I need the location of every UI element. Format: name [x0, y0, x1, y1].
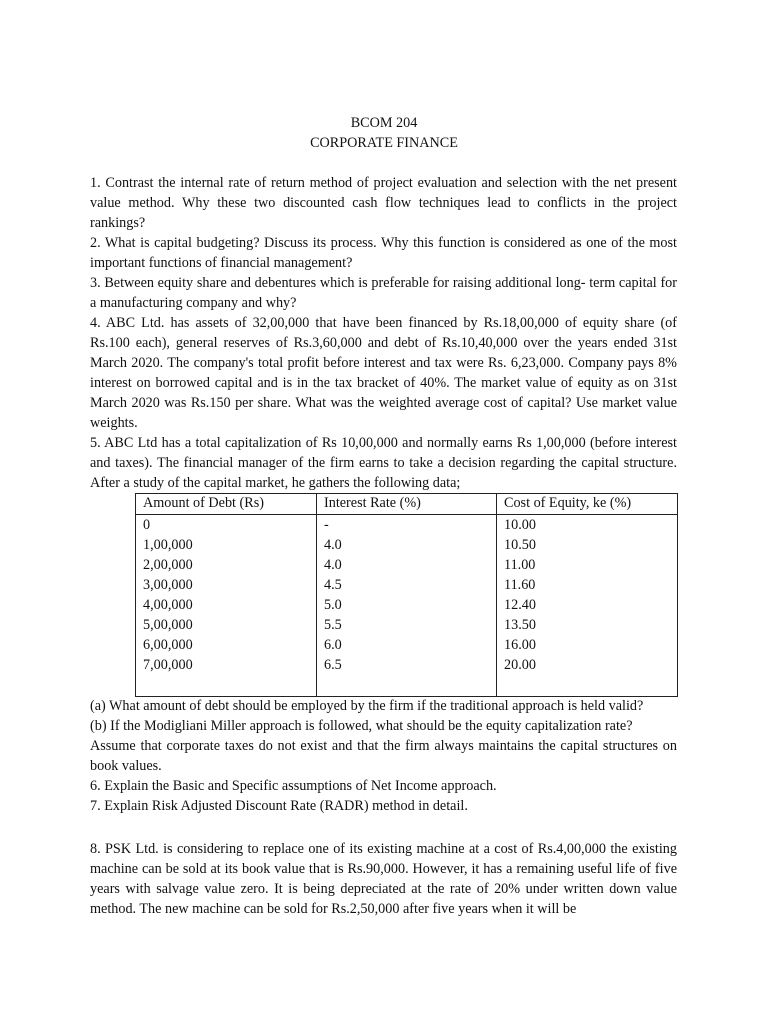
questions-block-3 [90, 839, 677, 919]
header-cost-of-equity: Cost of Equity, ke (%) [497, 494, 678, 515]
table-row [136, 535, 678, 555]
table-row [136, 615, 678, 635]
table-header-row [136, 494, 678, 515]
header-interest-rate: Interest Rate (%) [317, 494, 497, 515]
table-row [136, 655, 678, 675]
cell-debt: 4,00,000 [136, 595, 317, 615]
cell-interest: 5.5 [317, 615, 497, 635]
question-1: 1. Contrast the internal rate of return method of project evaluation and selection with the net present value method. Why these two discounted cash flow techniques lead to conflicts in the project rankings? [90, 175, 677, 231]
cell-debt: 5,00,000 [136, 615, 317, 635]
table-row [136, 515, 678, 536]
cell-debt: 0 [136, 515, 317, 536]
question-7: 7. Explain Risk Adjusted Discount Rate (RADR) method in detail. [90, 798, 468, 814]
table-row [136, 575, 678, 595]
question-8: 8. PSK Ltd. is considering to replace one of its existing machine at a cost of Rs.4,00,000 the existing machine can be sold at its book value that is Rs.90,000. However, it has a remaining useful life of five years with salvage value zero. It is being depreciated at the rate of 20% under written down value method. The new machine can be sold for Rs.2,50,000 after five years when it will be [90, 841, 677, 917]
question-5b: (b) If the Modigliani Miller approach is followed, what should be the equity capitalization rate? [90, 718, 633, 734]
cell-interest: 6.0 [317, 635, 497, 655]
cell-ke: 13.50 [497, 615, 678, 635]
question-5: 5. ABC Ltd has a total capitalization of Rs 10,00,000 and normally earns Rs 1,00,000 (before interest and taxes). The financial manager of the firm earns to take a decision regarding the capital structure. After a study of the capital market, he gathers the following data; [90, 435, 677, 491]
cell-debt: 2,00,000 [136, 555, 317, 575]
questions-block-1 [90, 173, 677, 493]
questions-block-2 [90, 696, 677, 816]
cell-ke: 20.00 [497, 655, 678, 675]
cell-interest: 5.0 [317, 595, 497, 615]
empty-cell [317, 675, 497, 697]
course-code: BCOM 204 [350, 115, 418, 131]
empty-cell [136, 675, 317, 697]
question-3: 3. Between equity share and debentures which is preferable for raising additional long- term capital for a manufacturing company and why? [90, 275, 677, 311]
question-6: 6. Explain the Basic and Specific assumptions of Net Income approach. [90, 778, 497, 794]
table-row [136, 635, 678, 655]
empty-cell [497, 675, 678, 697]
table-empty-row [136, 675, 678, 697]
cell-ke: 11.00 [497, 555, 678, 575]
question-4: 4. ABC Ltd. has assets of 32,00,000 that have been financed by Rs.18,00,000 of equity share (of Rs.100 each), general reserves of Rs.3,60,000 and debt of Rs.10,40,000 over the years ended 31st March 2020. The company's total profit before interest and tax were Rs. 6,23,000. Company pays 8% interest on borrowed capital and is in the tax bracket of 40%. The market value of equity as on 31st March 2020 was Rs.150 per share. What was the weighted average cost of capital? Use market value weights. [90, 315, 677, 431]
cell-debt: 1,00,000 [136, 535, 317, 555]
cell-interest: - [317, 515, 497, 536]
cell-ke: 12.40 [497, 595, 678, 615]
cell-debt: 6,00,000 [136, 635, 317, 655]
table-row [136, 595, 678, 615]
cell-interest: 4.5 [317, 575, 497, 595]
cell-interest: 4.0 [317, 535, 497, 555]
cell-ke: 10.00 [497, 515, 678, 536]
cell-ke: 11.60 [497, 575, 678, 595]
cell-debt: 7,00,000 [136, 655, 317, 675]
cell-debt: 3,00,000 [136, 575, 317, 595]
table-row [136, 555, 678, 575]
cell-ke: 16.00 [497, 635, 678, 655]
course-title: CORPORATE FINANCE [310, 135, 458, 151]
cell-ke: 10.50 [497, 535, 678, 555]
header-amount-of-debt: Amount of Debt (Rs) [136, 494, 317, 515]
cell-interest: 6.5 [317, 655, 497, 675]
debt-cost-table [135, 493, 678, 697]
cell-interest: 4.0 [317, 555, 497, 575]
question-5-note: Assume that corporate taxes do not exist and that the firm always maintains the capital structures on book values. [90, 738, 677, 774]
question-2: 2. What is capital budgeting? Discuss its process. Why this function is considered as one of the most important functions of financial management? [90, 235, 677, 271]
question-5a: (a) What amount of debt should be employed by the firm if the traditional approach is held valid? [90, 698, 644, 714]
